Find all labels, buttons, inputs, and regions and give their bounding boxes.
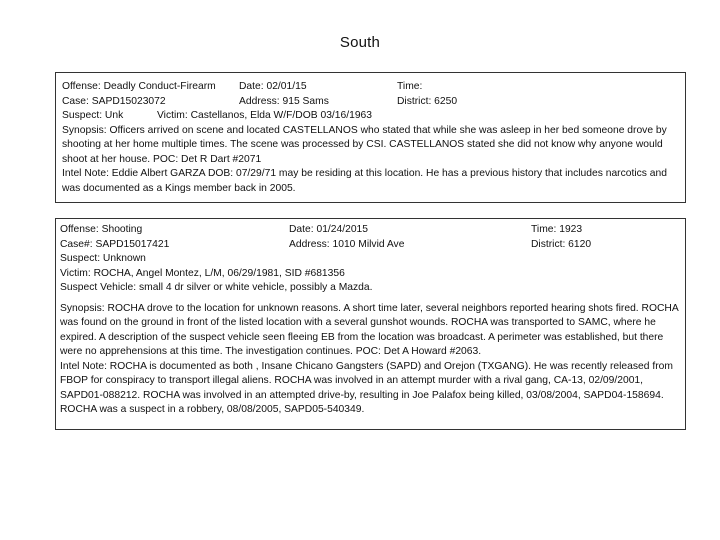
report-header-row-3 bbox=[60, 252, 681, 267]
date-field: Date: 01/24/2015 bbox=[289, 224, 369, 235]
district-field: District: 6120 bbox=[531, 238, 592, 250]
offense-field: Offense: Deadly Conduct-Firearm bbox=[62, 81, 216, 92]
intel-note-text: Intel Note: ROCHA is documented as both , Insane Chicano Gangsters (SAPD) and Orejon (TXGANG). He was recently released from FBOP for conspiracy to transport illegal aliens. ROCHA was involved in an attempt murder with a rival gang, CA-13, 02/09/2001, SAPD01-088212. ROCHA was involved in an attempted drive-by, resulting in Joe Palafox being killed, 03/08/2004, SAPD04-158694. ROCHA was a suspect in a robbery, 08/08/2005, SAPD05-540349. bbox=[60, 360, 673, 415]
incident-report-2 bbox=[55, 218, 686, 430]
report-header-row-2 bbox=[60, 238, 681, 253]
report-header-row-4 bbox=[60, 267, 681, 282]
date-field: Date: 02/01/15 bbox=[239, 81, 307, 92]
synopsis-text: Synopsis: Officers arrived on scene and located CASTELLANOS who stated that while she was asleep in her bed someone drove by shooting at her home multiple times. The scene was processed by CSI. CASTELLANOS stated she did not know why anyone would shoot at her house. POC: Det R Dart #2071 bbox=[62, 124, 667, 165]
victim-field: Victim: ROCHA, Angel Montez, L/M, 06/29/1981, SID #681356 bbox=[60, 267, 345, 279]
time-field: Time: 1923 bbox=[531, 224, 583, 235]
case-field: Case#: SAPD15017421 bbox=[60, 238, 170, 250]
page-title: South bbox=[339, 34, 381, 51]
suspect-field: Suspect: Unknown bbox=[60, 253, 146, 264]
report-header-row-1 bbox=[60, 223, 681, 238]
report-header-row-2 bbox=[62, 95, 679, 110]
victim-field: Victim: Castellanos, Elda W/F/DOB 03/16/1963 bbox=[157, 110, 372, 121]
case-field: Case: SAPD15023072 bbox=[62, 95, 166, 107]
report-header-row-1 bbox=[62, 80, 679, 95]
offense-field: Offense: Shooting bbox=[60, 224, 143, 235]
suspect-vehicle-field: Suspect Vehicle: small 4 dr silver or white vehicle, possibly a Mazda. bbox=[60, 282, 373, 293]
suspect-field: Suspect: Unk bbox=[62, 110, 124, 121]
report-header-row-5 bbox=[60, 281, 681, 296]
report-header-row-3 bbox=[62, 109, 679, 124]
intel-note-text: Intel Note: Eddie Albert GARZA DOB: 07/29/71 may be residing at this location. He has a previous history that includes narcotics and was documented as a Kings member back in 2005. bbox=[62, 168, 667, 194]
time-field: Time: bbox=[397, 81, 423, 92]
address-field: Address: 915 Sams bbox=[239, 95, 329, 107]
synopsis-text: Synopsis: ROCHA drove to the location for unknown reasons. A short time later, several neighbors reported hearing shots fired. ROCHA was found on the ground in front of the listed location with a several gunshot wounds. ROCHA was transported to SAMC, where he expired. A description of the suspect vehicle seen fleeing EB from the location was broadcast. A perimeter was established, but there were no apprehensions at this time. The investigation continues. POC: Det A Howard #2063. bbox=[60, 302, 679, 357]
incident-report-1 bbox=[55, 72, 686, 203]
address-field: Address: 1010 Milvid Ave bbox=[289, 238, 405, 250]
district-field: District: 6250 bbox=[397, 95, 458, 107]
